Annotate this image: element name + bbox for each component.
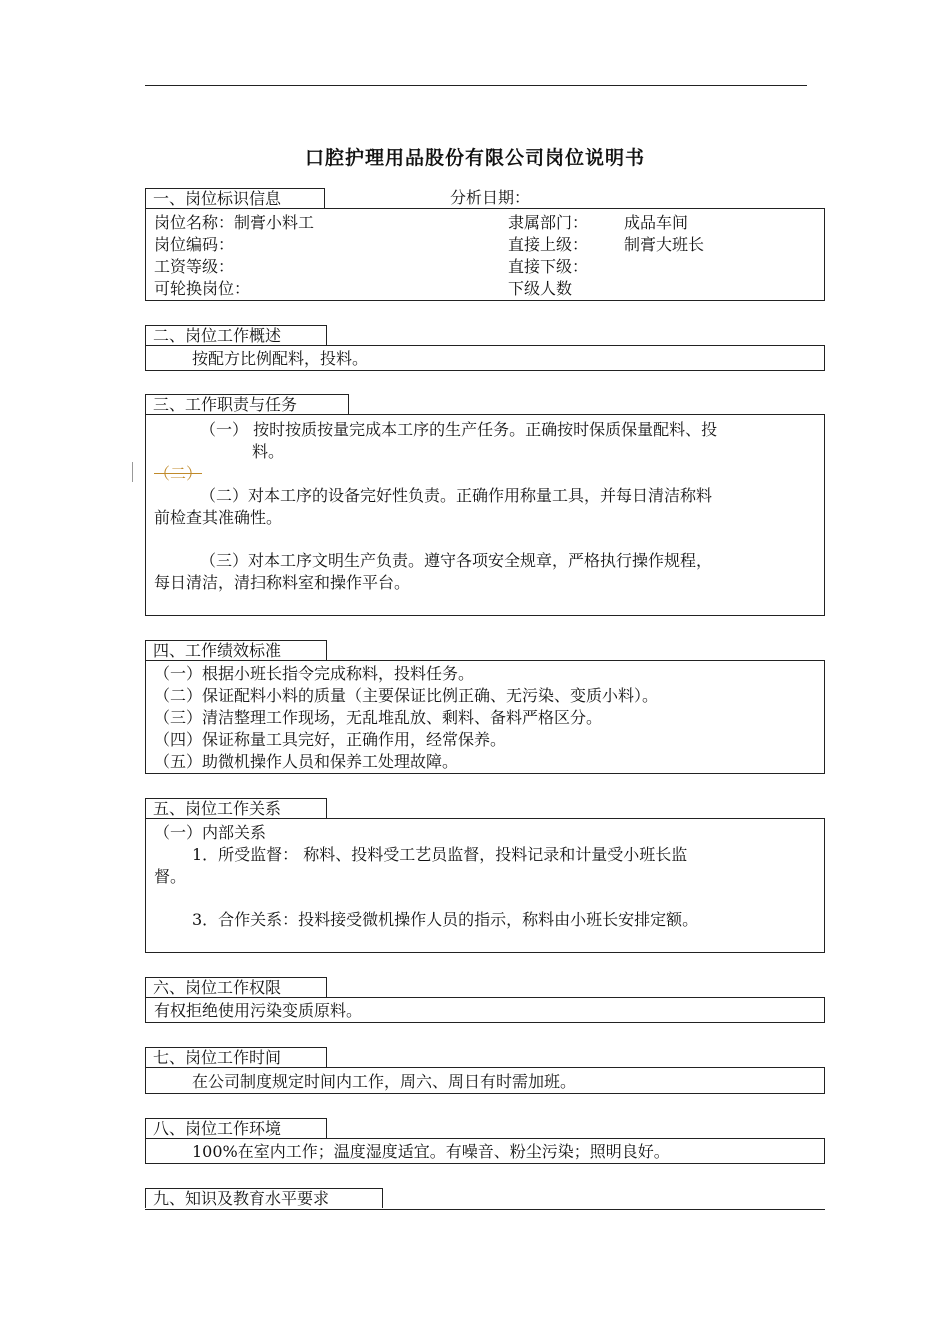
duty-3-line-1: （三）对本工序文明生产负责。遵守各项安全规章，严格执行操作规程， [200, 551, 713, 570]
section-2-heading: 二、岗位工作概述 [145, 325, 327, 345]
authority-text: 有权拒绝使用污染变质原料。 [154, 1001, 363, 1020]
rotation-post: 可轮换岗位： [154, 279, 251, 298]
section-7-heading: 七、岗位工作时间 [145, 1047, 327, 1067]
duty-3-line-2: 每日清洁，清扫称料室和操作平台。 [154, 573, 411, 592]
revision-bar [132, 462, 133, 482]
kpi-item: （四）保证称量工具完好，正确作用，经常保养。 [154, 730, 507, 749]
subordinate-label: 直接下级： [508, 257, 589, 276]
environment-text: 100%在室内工作；温度湿度适宜。有噪音、粉尘污染；照明良好。 [192, 1142, 670, 1161]
relation-1-line-2: 督。 [154, 867, 187, 886]
section-9-heading: 九、知识及教育水平要求 [145, 1188, 383, 1208]
internal-relations-label: （一）内部关系 [154, 823, 267, 842]
wage-level: 工资等级： [154, 257, 235, 276]
dept-value: 成品车间 [624, 213, 689, 232]
kpi-item: （二）保证配料小料的质量（主要保证比例正确、无污染、变质小料）。 [154, 686, 659, 705]
section-1-heading: 一、岗位标识信息 [145, 188, 325, 208]
kpi-item: （五）助微机操作人员和保养工处理故障。 [154, 752, 459, 771]
superior-label: 直接上级： [508, 235, 589, 254]
duty-2-line-1: （二）对本工序的设备完好性负责。正确作用称量工具，并每日清洁称料 [200, 486, 713, 505]
deleted-revision-text: （二） [154, 464, 203, 483]
kpi-item: （三）清洁整理工作现场，无乱堆乱放、剩料、备料严格区分。 [154, 708, 603, 727]
kpi-item: （一）根据小班长指令完成称料，投料任务。 [154, 664, 475, 683]
dept-label: 隶属部门： [508, 213, 589, 232]
section-5-heading: 五、岗位工作关系 [145, 798, 327, 818]
duty-2-line-2: 前检查其准确性。 [154, 508, 283, 527]
section-8-heading: 八、岗位工作环境 [145, 1118, 327, 1138]
section-4-heading: 四、工作绩效标准 [145, 640, 327, 660]
superior-value: 制膏大班长 [624, 235, 705, 254]
duty-1-line-1: （一） 按时按质按量完成本工序的生产任务。正确按时保质保量配料、投 [200, 420, 718, 439]
summary-text: 按配方比例配料，投料。 [192, 349, 369, 368]
sub-count-label: 下级人数 [508, 279, 573, 298]
section-9-rule [145, 1209, 825, 1210]
relation-3: 3．合作关系：投料接受微机操作人员的指示，称料由小班长安排定额。 [192, 910, 699, 929]
page-title: 口腔护理用品股份有限公司岗位说明书 [304, 147, 645, 169]
header-rule [145, 85, 807, 86]
post-name: 岗位名称：制膏小料工 [154, 213, 315, 232]
duty-1-line-2: 料。 [252, 442, 285, 461]
section-3-heading: 三、工作职责与任务 [145, 394, 349, 414]
work-time-text: 在公司制度规定时间内工作，周六、周日有时需加班。 [192, 1072, 577, 1091]
section-6-heading: 六、岗位工作权限 [145, 977, 327, 997]
analysis-date-label: 分析日期： [450, 188, 531, 207]
relation-1-line-1: 1．所受监督： 称料、投料受工艺员监督，投料记录和计量受小班长监 [192, 845, 688, 864]
post-code: 岗位编码： [154, 235, 235, 254]
